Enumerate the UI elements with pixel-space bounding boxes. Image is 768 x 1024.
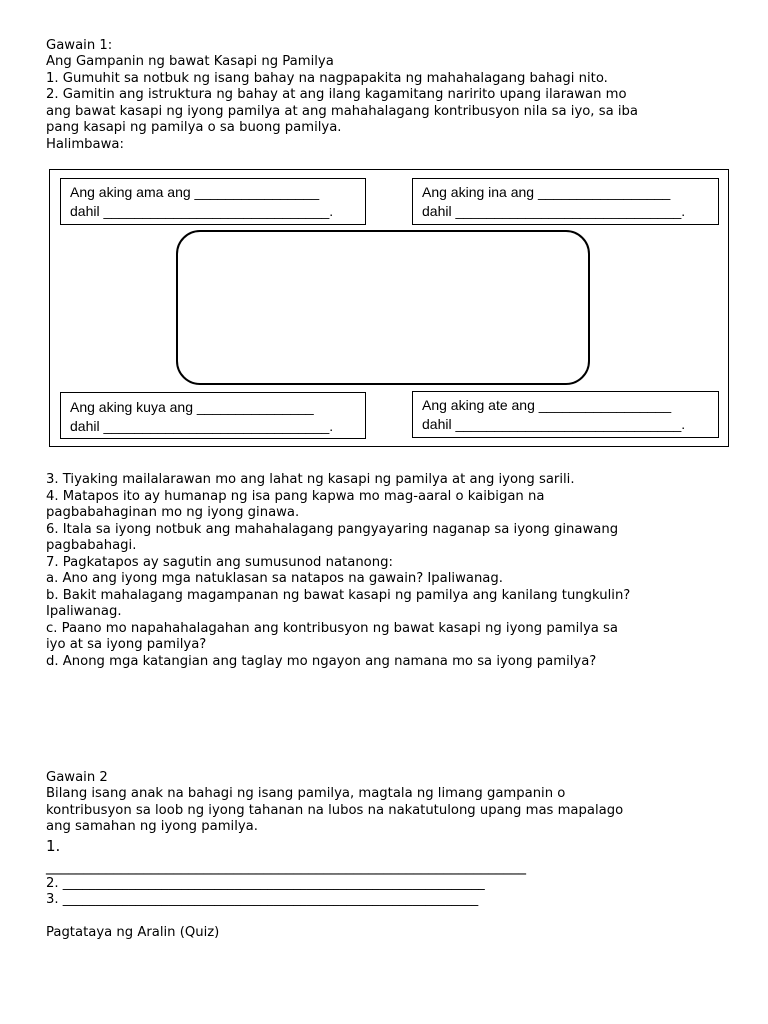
- question-line: b. Bakit mahalagang magampanan ng bawat kasapi ng pamilya ang kanilang tungkulin?: [46, 588, 631, 603]
- mother-box-line1: Ang aking ina ang _________________: [422, 184, 671, 200]
- quiz-title: Pagtataya ng Aralin (Quiz): [46, 925, 220, 940]
- brother-box-line1: Ang aking kuya ang _______________: [70, 399, 314, 415]
- step-line: 3. Tiyaking mailalarawan mo ang lahat ng kasapi ng pamilya at ang iyong sarili.: [46, 472, 575, 487]
- answer-item-1-line: ________________________________________________________________: [46, 857, 526, 875]
- answer-item-2: 2. ________________________________________________________________: [46, 876, 485, 891]
- gawain2-text-line: kontribusyon sa loob ng iyong tahanan na lubos na nakatutulong upang mas mapalago: [46, 803, 624, 818]
- instruction-line: 1. Gumuhit sa notbuk ng isang bahay na nagpapakita ng mahahalagang bahagi nito.: [46, 71, 608, 86]
- gawain2-title: Gawain 2: [46, 770, 108, 785]
- question-line: Ipaliwanag.: [46, 604, 122, 619]
- gawain2-text-line: Bilang isang anak na bahagi ng isang pamilya, magtala ng limang gampanin o: [46, 786, 566, 801]
- question-line: d. Anong mga katangian ang taglay mo ngayon ang namana mo sa iyong pamilya?: [46, 654, 597, 669]
- father-box-line2: dahil _____________________________.: [70, 203, 334, 219]
- gawain1-subtitle: Ang Gampanin ng bawat Kasapi ng Pamilya: [46, 54, 334, 69]
- question-line: a. Ano ang iyong mga natuklasan sa natapos na gawain? Ipaliwanag.: [46, 571, 503, 586]
- brother-box-line2: dahil _____________________________.: [70, 418, 334, 434]
- answer-item-1-label: 1.: [46, 837, 61, 855]
- question-line: iyo at sa iyong pamilya?: [46, 637, 207, 652]
- mother-box-line2: dahil _____________________________.: [422, 203, 686, 219]
- gawain1-title: Gawain 1:: [46, 38, 113, 53]
- step-line: pagbabahaginan mo ng iyong ginawa.: [46, 505, 300, 520]
- sister-box-line2: dahil _____________________________.: [422, 416, 686, 432]
- step-line: pagbabahagi.: [46, 538, 137, 553]
- step-line: 4. Matapos ito ay humanap ng isa pang kapwa mo mag-aaral o kaibigan na: [46, 489, 545, 504]
- brother-box: [60, 392, 366, 439]
- gawain2-text-line: ang samahan ng iyong pamilya.: [46, 819, 258, 834]
- sister-box: [412, 391, 719, 438]
- step-line: 6. Itala sa iyong notbuk ang mahahalagang pangyayaring naganap sa iyong ginawang: [46, 522, 619, 537]
- sister-box-line1: Ang aking ate ang _________________: [422, 397, 672, 413]
- step-line: 7. Pagkatapos ay sagutin ang sumusunod natanong:: [46, 555, 393, 570]
- instruction-line: pang kasapi ng pamilya o sa buong pamilya.: [46, 120, 342, 135]
- question-line: c. Paano mo napahahalagahan ang kontribusyon ng bawat kasapi ng iyong pamilya sa: [46, 621, 619, 636]
- mother-box: [412, 178, 719, 225]
- father-box-line1: Ang aking ama ang ________________: [70, 184, 320, 200]
- house-center-shape: [176, 230, 590, 385]
- instruction-line: ang bawat kasapi ng iyong pamilya at ang mahahalagang kontribusyon nila sa iyo, sa iba: [46, 104, 638, 119]
- example-label: Halimbawa:: [46, 137, 124, 152]
- instruction-line: 2. Gamitin ang istruktura ng bahay at ang ilang kagamitang naririto upang ilarawan mo: [46, 87, 627, 102]
- answer-item-3: 3. _______________________________________________________________: [46, 892, 479, 907]
- father-box: [60, 178, 366, 225]
